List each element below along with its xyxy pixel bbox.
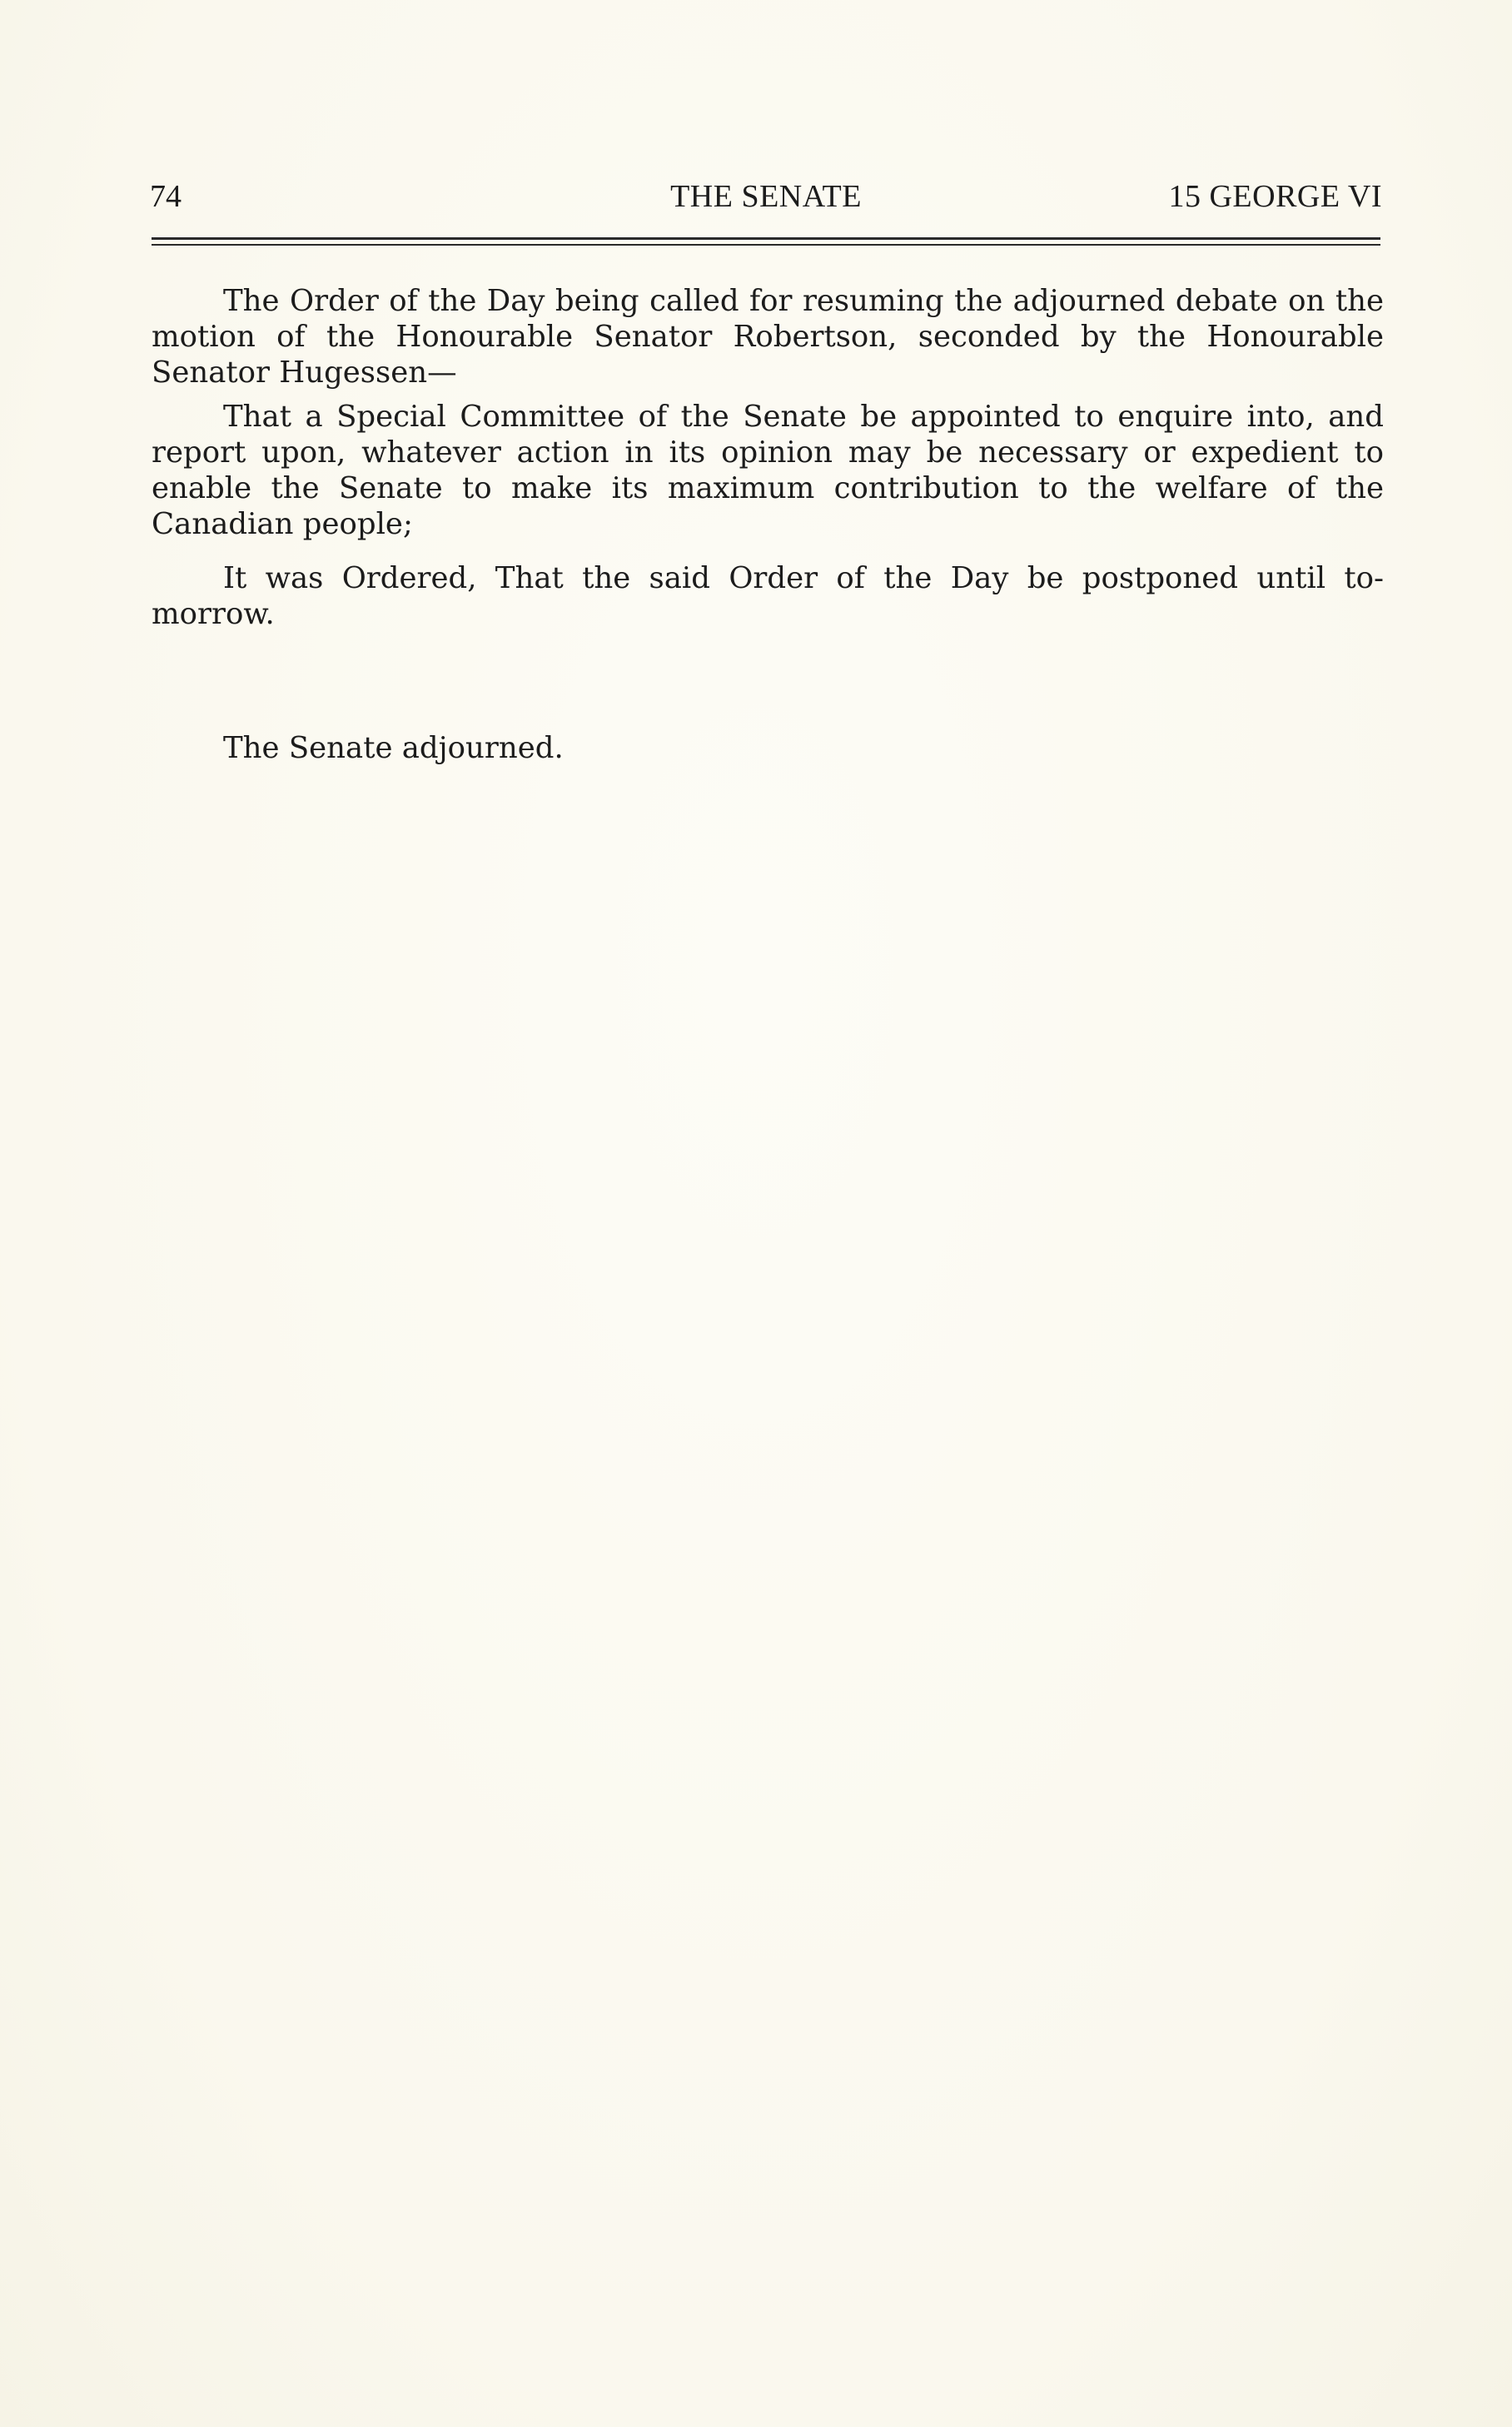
paragraph-order-of-day: The Order of the Day being called for resuming the adjourned debate on the motion of the Honourable Senator Robertson, seconded by the Honourable Senator Hugessen— [152,284,1384,390]
paragraph-ordered: It was Ordered, That the said Order of the Day be postponed until to-morrow. [152,561,1384,631]
header-title: THE SENATE [670,179,862,214]
running-header [150,173,1382,220]
document-body [152,283,1384,766]
paragraph-motion-text: That a Special Committee of the Senate be appointed to enquire into, and report upon, whatever action in its opinion may be necessary or expedient to enable the Senate to make its maximum contribution to the welfare of the Canadian people; [152,400,1384,541]
header-regnal-year: 15 GEORGE VI [1168,179,1382,214]
paragraph-adjourned: The Senate adjourned. [223,731,564,765]
header-rule-top [152,237,1380,240]
page-number: 74 [150,179,182,214]
header-rule-bottom [152,244,1380,246]
